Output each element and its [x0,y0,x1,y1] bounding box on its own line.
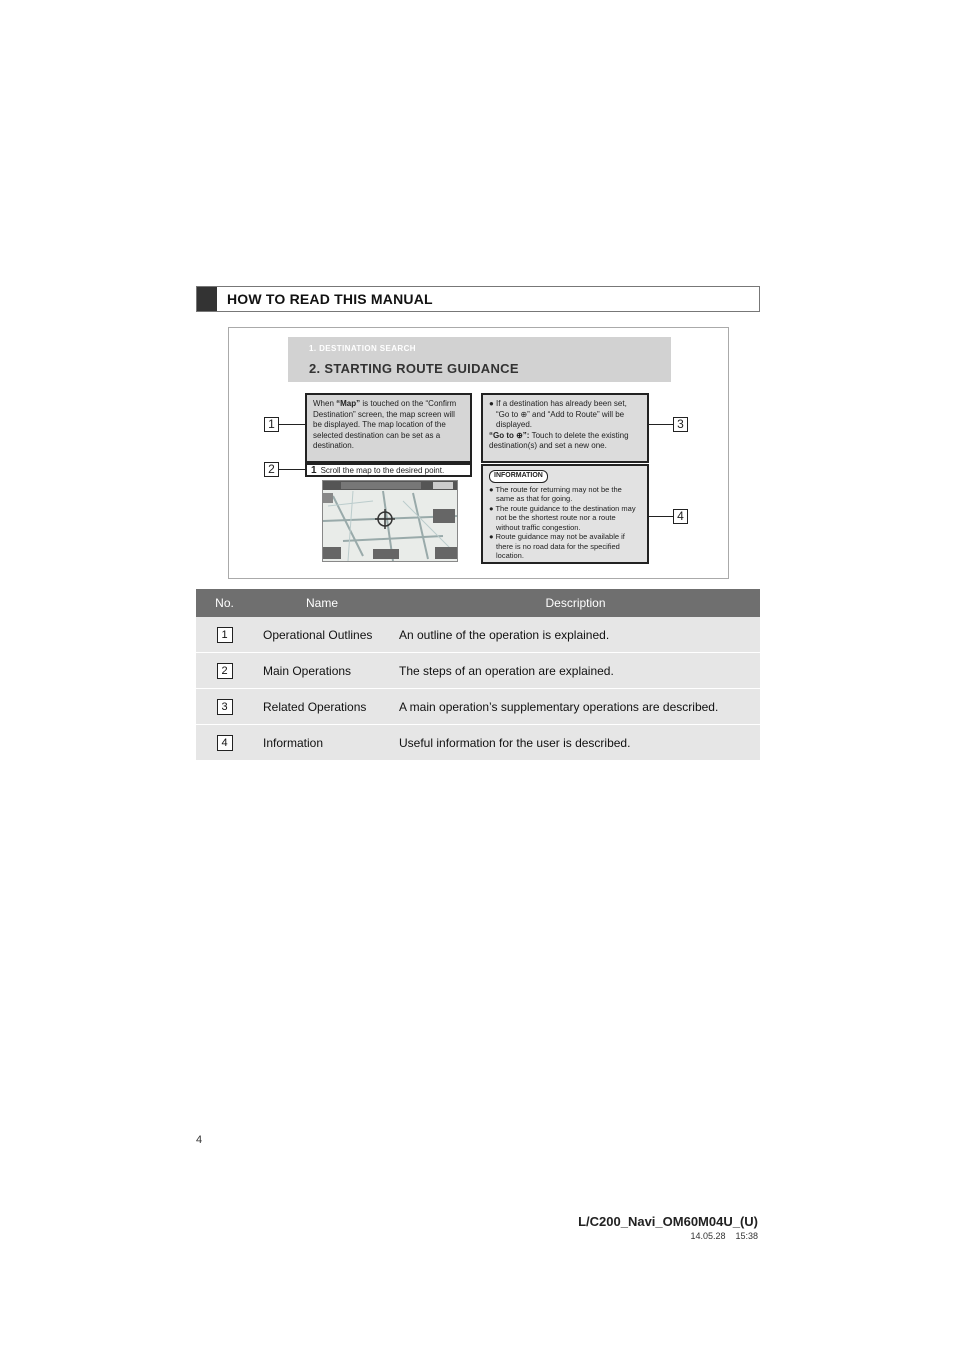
row-number-cell [196,653,253,689]
row-number-cell [196,689,253,725]
document-id: L/C200_Navi_OM60M04U_(U) [578,1214,758,1229]
outline-text-bold: “Map” [336,399,361,408]
row-name: Main Operations [253,653,391,689]
related-bullet: ● If a destination has already been set, “Go to ⊕” and “Add to Route” will be displayed. [489,399,627,429]
row-name: Related Operations [253,689,391,725]
information-panel [481,464,649,564]
row-number: 2 [217,663,233,679]
table-row [196,725,760,761]
row-number: 4 [217,735,233,751]
parts-description-table [196,589,760,761]
row-description: The steps of an operation are explained. [391,653,760,689]
step-text: Scroll the map to the desired point. [320,466,445,475]
section-header [196,286,760,312]
callout-marker: 2 [264,462,279,477]
column-header-no: No. [196,589,253,617]
info-bullet: ● The route for returning may not be the same as that for going. [489,484,622,503]
row-number-cell [196,725,253,761]
header-title: HOW TO READ THIS MANUAL [227,291,433,307]
table-row [196,689,760,725]
info-bullet: ● Route guidance may not be available if there is no road data for the specified location. [489,532,625,560]
leader-line [279,469,305,470]
row-name: Operational Outlines [253,617,391,653]
information-title: INFORMATION [489,470,548,483]
navigation-map-screenshot [322,480,458,562]
column-header-name: Name [253,589,391,617]
row-description: Useful information for the user is described. [391,725,760,761]
table-row [196,617,760,653]
figure-page-title: 2. STARTING ROUTE GUIDANCE [309,361,519,376]
figure-title-band [288,337,671,382]
map-screenshot-image [323,481,457,561]
related-note-bold: “Go to ⊕”: [489,430,530,440]
callout-marker: 1 [264,417,279,432]
row-number: 1 [217,627,233,643]
header-marker [197,287,217,311]
row-name: Information [253,725,391,761]
callout-marker: 3 [673,417,688,432]
table-row [196,653,760,689]
info-bullet: ● The route guidance to the destination may not be the shortest route nor a route without traffic congestion. [489,503,636,532]
leader-line [649,516,673,517]
column-header-description: Description [391,589,760,617]
row-description: An outline of the operation is explained. [391,617,760,653]
operational-outline-panel [305,393,472,463]
related-operations-panel [481,393,649,463]
table-header-row [196,589,760,617]
document-date: 14.05.28 15:38 [690,1231,758,1241]
callout-marker: 4 [673,509,688,524]
leader-line [649,424,673,425]
figure-section-label: 1. DESTINATION SEARCH [309,344,416,353]
related-note: Touch to delete the existing destination(s) and set a new one. [489,430,629,450]
step-number: 1 [311,465,317,476]
row-description: A main operation’s supplementary operations are described. [391,689,760,725]
main-operation-step [305,463,472,477]
page-number: 4 [196,1134,203,1146]
example-page-figure [228,327,729,579]
leader-line [279,424,305,425]
outline-text-post: is touched on the “Confirm Destination” screen, the map screen will be displayed. The map location of the selected destination can be set as a destination. [313,399,457,450]
row-number: 3 [217,699,233,715]
row-number-cell [196,617,253,653]
outline-text-pre: When [313,399,337,408]
